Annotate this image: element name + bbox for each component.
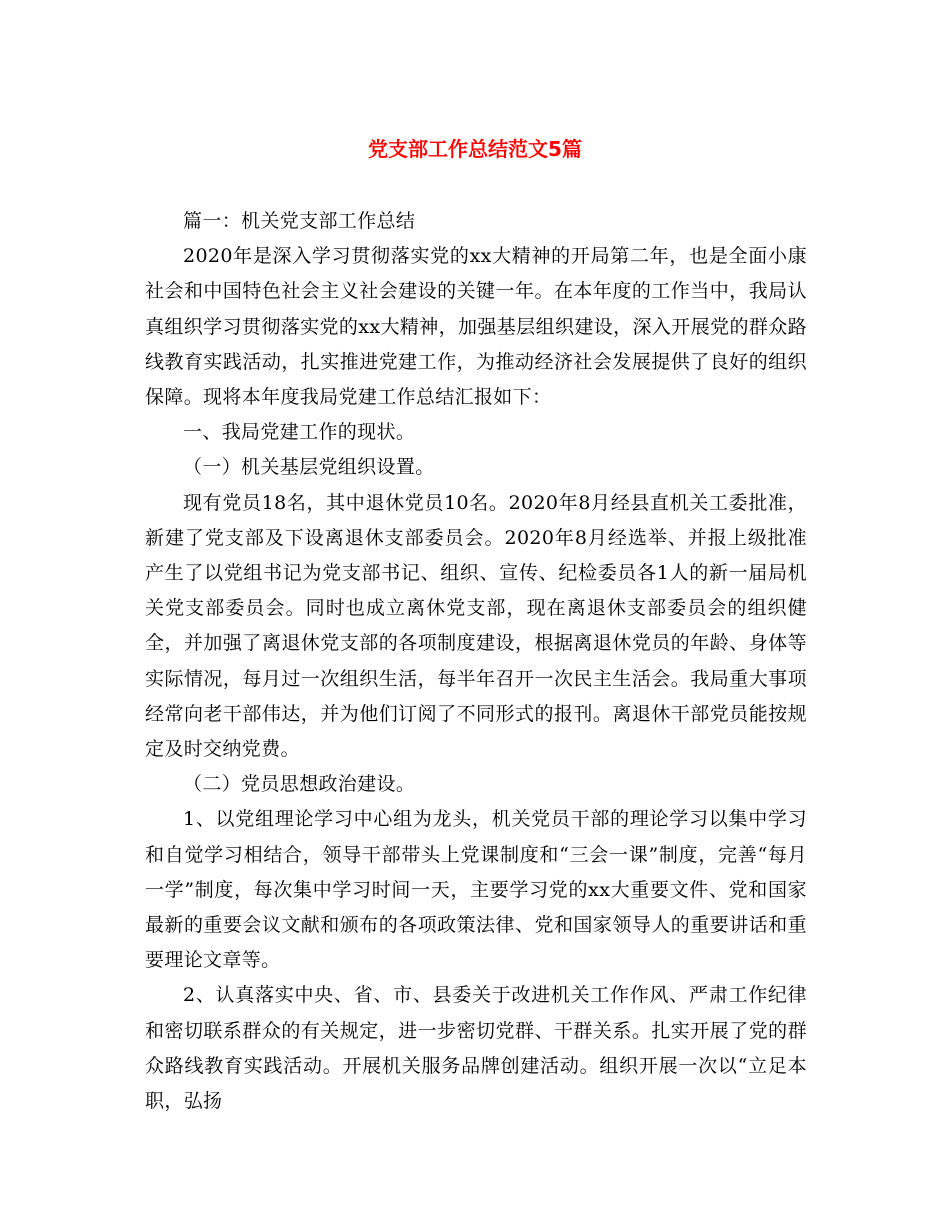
paragraph: 1、以党组理论学习中心组为龙头，机关党员干部的理论学习以集中学习和自觉学习相结合，领导干部带头上党课制度和“三会一课”制度，完善“每月一学”制度，每次集中学习时间一天，主要学习党的xx大重要文件、党和国家最新的重要会议文献和颁布的各项政策法律、党和国家领导人的重要讲话和重要理论文章等。 bbox=[145, 808, 807, 972]
paragraph: 2、认真落实中央、省、市、县委关于改进机关工作作风、严肃工作纪律和密切联系群众的有关规定，进一步密切党群、干群关系。扎实开展了党的群众路线教育实践活动。开展机关服务品牌创建活动。组织开展一次以“立足本职，弘扬 bbox=[145, 984, 807, 1113]
document-title: 党支部工作总结范文5篇 bbox=[368, 137, 582, 161]
paragraph: 2020年是深入学习贯彻落实党的xx大精神的开局第二年，也是全面小康社会和中国特色社会主义社会建设的关键一年。在本年度的工作当中，我局认真组织学习贯彻落实党的xx大精神，加强基层组织建设，深入开展党的群众路线教育实践活动，扎实推进党建工作，为推动经济社会发展提供了良好的组织保障。现将本年度我局党建工作总结汇报如下： bbox=[145, 245, 807, 409]
document-body bbox=[145, 204, 807, 1119]
section-heading: 篇一：机关党支部工作总结 bbox=[183, 210, 416, 232]
subsection-heading: （一）机关基层党组织设置。 bbox=[183, 456, 435, 479]
subsection-heading: （二）党员思想政治建设。 bbox=[183, 773, 416, 796]
section-heading: 一、我局党建工作的现状。 bbox=[183, 421, 416, 444]
paragraph: 现有党员18名，其中退休党员10名。2020年8月经县直机关工委批准，新建了党支部及下设离退休支部委员会。2020年8月经选举、并报上级批准产生了以党组书记为党支部书记、组织、宣传、纪检委员各1人的新一届局机关党支部委员会。同时也成立离休党支部，现在离退休支部委员会的组织健全，并加强了离退休党支部的各项制度建设，根据离退休党员的年龄、身体等实际情况，每月过一次组织生活，每半年召开一次民主生活会。我局重大事项经常向老干部伟达，并为他们订阅了不同形式的报刊。离退休干部党员能按规定及时交纳党费。 bbox=[145, 491, 807, 761]
